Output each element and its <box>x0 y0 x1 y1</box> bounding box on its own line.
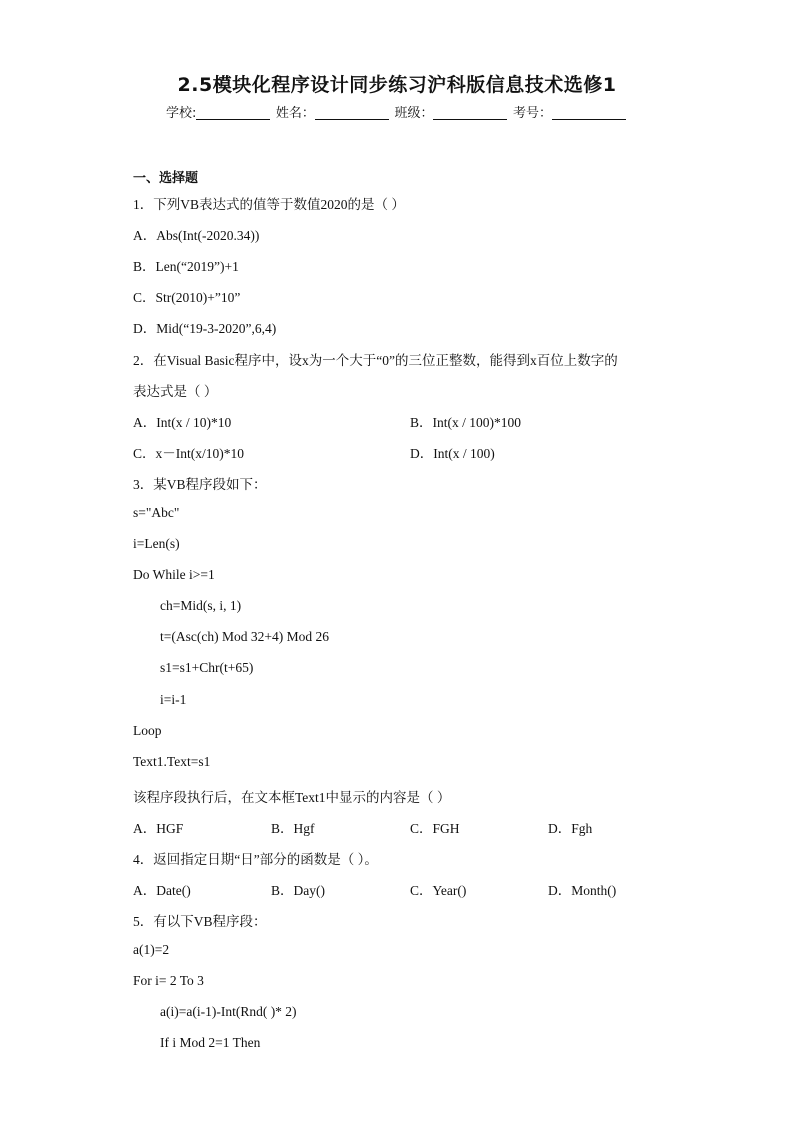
q3-code-line: s="Abc" <box>133 505 180 520</box>
school-label: 学校: <box>166 106 197 121</box>
q3-code-line: Do While i>=1 <box>133 567 215 582</box>
q5-code-line: a(1)=2 <box>133 942 170 957</box>
q3-code-line: t=(Asc(ch) Mod 32+4) Mod 26 <box>160 629 329 644</box>
q3-option-d: D．Fgh <box>548 821 593 836</box>
q3-option-c: C．FGH <box>410 821 460 836</box>
q2-option-b: B．Int(x / 100)*100 <box>410 415 521 430</box>
q1-option-d: D．Mid(“19-3-2020”,6,4) <box>133 321 277 336</box>
q3-code-line: Loop <box>133 723 162 738</box>
class-blank[interactable] <box>433 105 507 120</box>
q4-option-c: C．Year() <box>410 883 467 898</box>
q3-option-b: B．Hgf <box>271 821 315 836</box>
q1-option-b: B．Len(“2019”)+1 <box>133 259 239 274</box>
q2-stem-line1: 2．在Visual Basic程序中，设x为一个大于“0”的三位正整数，能得到x百位上数字的 <box>133 353 618 368</box>
q2-stem-line2: 表达式是（ ） <box>133 384 218 399</box>
q3-option-a: A．HGF <box>133 821 184 836</box>
q5-stem: 5．有以下VB程序段： <box>133 914 267 929</box>
school-blank[interactable] <box>196 105 270 120</box>
q1-option-a: A．Abs(Int(-2020.34)) <box>133 228 260 243</box>
q1-stem: 1．下列VB表达式的值等于数值2020的是（ ） <box>133 197 405 212</box>
q4-stem: 4．返回指定日期“日”部分的函数是（ ）。 <box>133 852 378 867</box>
q4-option-b: B．Day() <box>271 883 325 898</box>
q3-code-line: ch=Mid(s, i, 1) <box>160 598 242 613</box>
q5-code-line: For i= 2 To 3 <box>133 973 204 988</box>
exam-number-blank[interactable] <box>552 105 626 120</box>
q5-code-line: If i Mod 2=1 Then <box>160 1035 261 1050</box>
q3-question: 该程序段执行后，在文本框Text1中显示的内容是（ ） <box>133 790 451 805</box>
q1-option-c: C．Str(2010)+”10” <box>133 290 241 305</box>
student-info-line <box>0 102 794 122</box>
q3-code-line: i=Len(s) <box>133 536 180 551</box>
q5-code-line: a(i)=a(i-1)-Int(Rnd( )* 2) <box>160 1004 297 1019</box>
section-heading: 一、选择题 <box>133 171 199 186</box>
document-title: 2.5模块化程序设计同步练习沪科版信息技术选修1 <box>177 74 617 96</box>
name-label: 姓名： <box>275 106 315 121</box>
q2-option-d: D．Int(x / 100) <box>410 446 495 461</box>
q2-option-c: C．x－Int(x/10)*10 <box>133 446 244 461</box>
q4-option-a: A．Date() <box>133 883 191 898</box>
q3-code-line: i=i-1 <box>160 692 187 707</box>
q2-option-a: A．Int(x / 10)*10 <box>133 415 232 430</box>
q4-option-d: D．Month() <box>548 883 617 898</box>
q3-stem: 3．某VB程序段如下： <box>133 477 267 492</box>
class-label: 班级： <box>394 106 434 121</box>
name-blank[interactable] <box>315 105 389 120</box>
q3-code-line: Text1.Text=s1 <box>133 754 211 769</box>
exam-number-label: 考号： <box>512 106 552 121</box>
q3-code-line: s1=s1+Chr(t+65) <box>160 660 254 675</box>
